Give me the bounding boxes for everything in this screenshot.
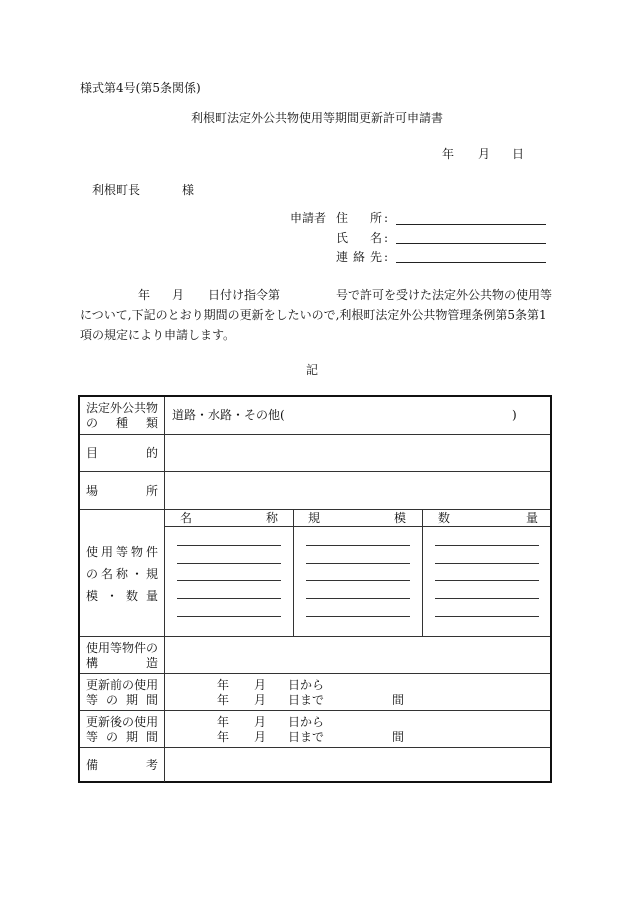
address-label-1: 住: [336, 211, 349, 225]
items-fill-line[interactable]: [177, 580, 281, 581]
items-header-scale: 規 模: [308, 511, 406, 525]
type-options: 道路・水路・その他(: [172, 408, 285, 422]
items-fill-line[interactable]: [435, 616, 539, 617]
items-fill-line[interactable]: [435, 545, 539, 546]
row-structure: [80, 636, 550, 674]
purpose-label: 目 的: [86, 446, 158, 460]
date-day: 日: [512, 147, 525, 161]
items-fill-line[interactable]: [306, 545, 410, 546]
applicant-role: 申請者: [290, 211, 327, 225]
row-after-period: 更 新 後 の 使 用 等 の 期 間 年 月 日から 年 月 日まで 間: [80, 710, 550, 748]
structure-label-line1: 使用等物件の: [86, 641, 159, 655]
form-number: 様式第4号(第5条関係): [80, 81, 201, 95]
items-fill-line[interactable]: [306, 563, 410, 564]
items-fill-line[interactable]: [306, 580, 410, 581]
application-table: [78, 395, 552, 783]
addressee-honorific: 様: [182, 183, 195, 197]
type-label-line1: 法定外公共物: [86, 401, 159, 415]
items-fill-line[interactable]: [435, 563, 539, 564]
row-before-period: 更 新 前 の 使 用 等 の 期 間 年 月 日から 年 月 日まで 間: [80, 673, 550, 711]
items-header-quantity: 数 量: [438, 511, 538, 525]
items-fill-line[interactable]: [177, 616, 281, 617]
before-label-line2: 等 の 期 間: [86, 693, 158, 707]
body-line2: について,下記のとおり期間の更新をしたいので,利根町法定外公共物管理条例第5条第1: [80, 308, 547, 322]
items-fill-line[interactable]: [435, 580, 539, 581]
items-fill-line[interactable]: [177, 545, 281, 546]
contact-colon: :: [384, 250, 389, 264]
items-col-divider-2: [422, 510, 423, 637]
row-type: [80, 397, 550, 434]
ki-heading: 記: [306, 363, 319, 377]
structure-label-line2: 構 造: [86, 656, 158, 670]
place-label: 場 所: [86, 484, 158, 498]
body-month: 月: [172, 288, 185, 302]
contact-label-1: 連: [336, 250, 349, 264]
name-label-1: 氏: [336, 231, 349, 245]
type-field[interactable]: [165, 397, 550, 434]
items-fill-line[interactable]: [177, 598, 281, 599]
items-label-line3: 模 ・ 数 量: [86, 589, 158, 603]
addressee-name: 利根町長: [92, 183, 141, 197]
date-month: 月: [478, 147, 491, 161]
address-colon: :: [384, 211, 389, 225]
contact-field[interactable]: [396, 262, 546, 263]
row-remarks: [80, 747, 550, 782]
name-colon: :: [384, 231, 389, 245]
date-year: 年: [442, 147, 455, 161]
items-fill-line[interactable]: [306, 598, 410, 599]
items-fill-line[interactable]: [306, 616, 410, 617]
items-header-name: 名 称: [180, 511, 278, 525]
after-label-line1: 更 新 後 の 使 用: [86, 715, 159, 729]
items-label-line1: 使 用 等 物 件: [86, 545, 158, 559]
type-label-line2: の 種 類: [86, 416, 158, 430]
row-purpose: [80, 434, 550, 472]
remarks-field[interactable]: [165, 748, 550, 782]
body-order-prefix: 日付け指令第: [208, 288, 281, 302]
type-close-paren: ): [512, 408, 517, 422]
remarks-label: 備 考: [86, 758, 158, 772]
after-period-field[interactable]: [165, 711, 550, 748]
row-place: [80, 471, 550, 510]
contact-label-2: 絡: [353, 250, 366, 264]
items-col-divider-1: [293, 510, 294, 637]
after-label-line2: 等 の 期 間: [86, 730, 158, 744]
document-title: 利根町法定外公共物使用等期間更新許可申請書: [190, 111, 443, 125]
before-label-line1: 更 新 前 の 使 用: [86, 678, 159, 692]
body-year: 年: [138, 288, 151, 302]
row-items: [80, 509, 550, 637]
items-fill-line[interactable]: [177, 563, 281, 564]
structure-field[interactable]: [165, 637, 550, 674]
contact-label-3: 先: [370, 250, 383, 264]
purpose-field[interactable]: [165, 435, 550, 472]
place-field[interactable]: [165, 472, 550, 510]
items-fill-line[interactable]: [435, 598, 539, 599]
body-line1-rest: 号で許可を受けた法定外公共物の使用等: [336, 288, 553, 302]
body-line3: 項の規定により申請します。: [80, 328, 236, 342]
address-field[interactable]: [396, 224, 546, 225]
name-field[interactable]: [396, 243, 546, 244]
address-label-2: 所: [370, 211, 383, 225]
name-label-2: 名: [370, 231, 383, 245]
before-period-field[interactable]: [165, 674, 550, 711]
items-label-line2: の 名 称 ・ 規: [86, 567, 158, 581]
